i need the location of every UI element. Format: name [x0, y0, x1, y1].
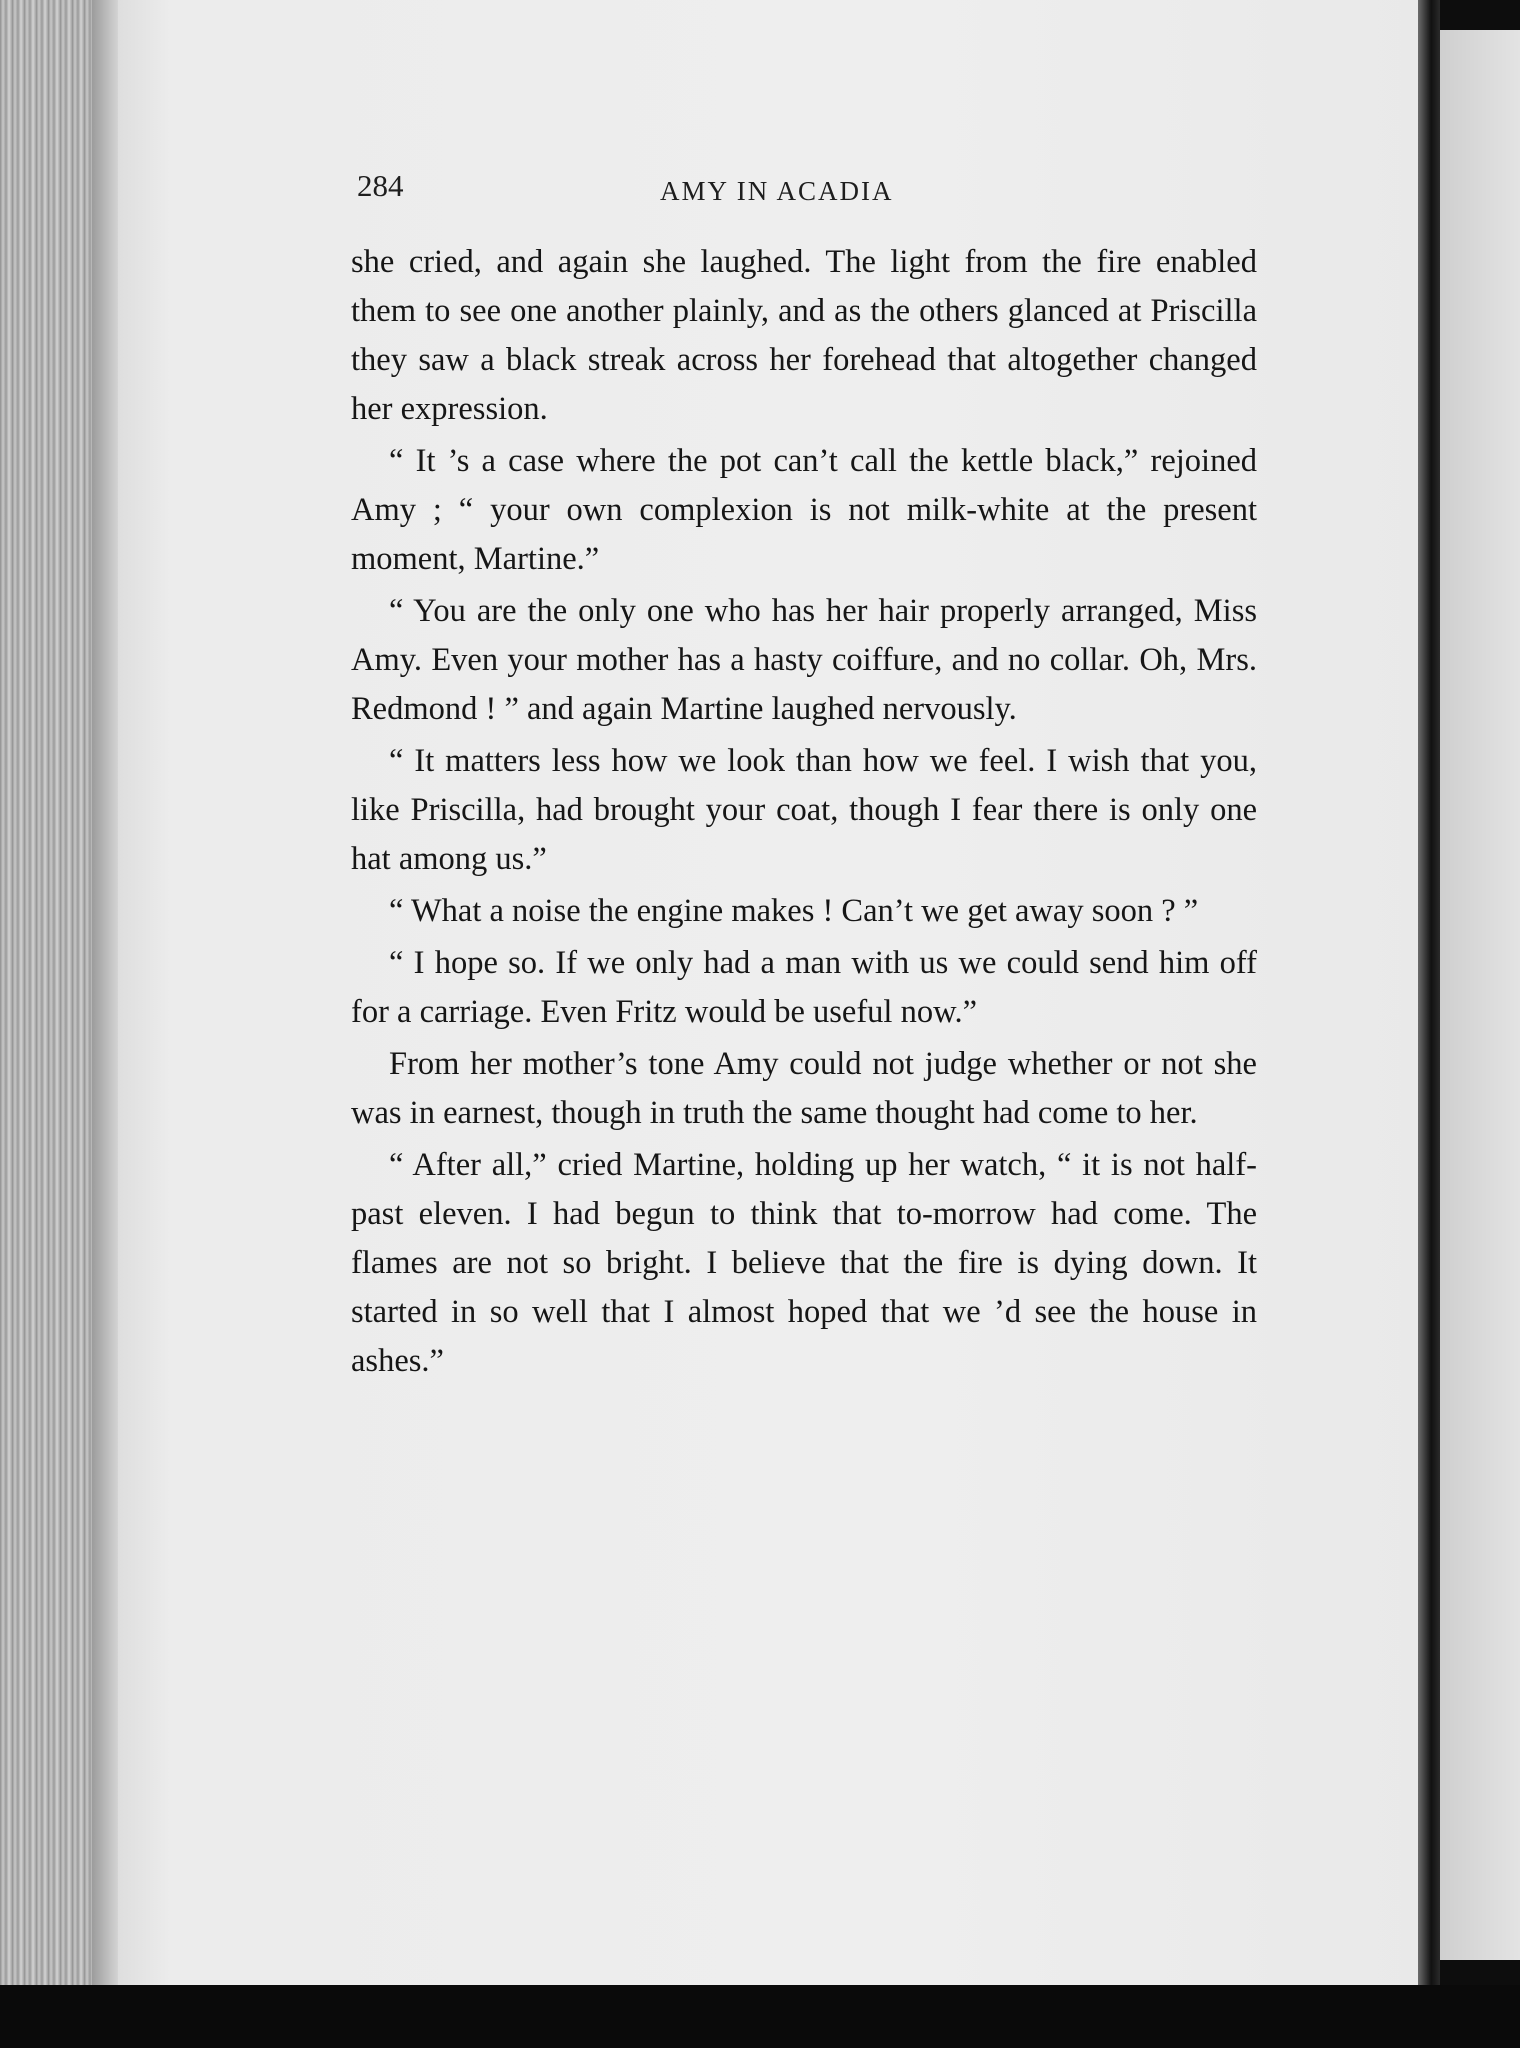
- paragraph: “ It matters less how we look than how we feel. I wish that you, like Priscilla, had brought your coat, though I fear there is only one hat among us.”: [351, 743, 1257, 877]
- paragraph: she cried, and again she laughed. The light from the fire enabled them to see one another plainly, and as the others glanced at Priscilla they saw a black streak across her forehead that altogether changed her expression.: [351, 244, 1257, 427]
- scan-border: [0, 1985, 1520, 2048]
- body-text: [351, 238, 1257, 1388]
- facing-page-edge: [1440, 30, 1520, 1960]
- paragraph: “ You are the only one who has her hair properly arranged, Miss Amy. Even your mother has a hasty coiffure, and no collar. Oh, Mrs. Redmond ! ” and again Martine laughed nervously.: [351, 593, 1257, 727]
- page-number: 284: [357, 168, 404, 203]
- paragraph: From her mother’s tone Amy could not judge whether or not she was in earnest, though in truth the same thought had come to her.: [351, 1046, 1257, 1131]
- page-header: [357, 168, 1257, 212]
- paragraph: “ What a noise the engine makes ! Can’t we get away soon ? ”: [389, 893, 1199, 929]
- paragraph: “ I hope so. If we only had a man with us we could send him off for a carriage. Even Fritz would be useful now.”: [351, 945, 1257, 1030]
- paragraph: “ It ’s a case where the pot can’t call the kettle black,” rejoined Amy ; “ your own complexion is not milk-white at the present moment, Martine.”: [351, 443, 1257, 577]
- paragraph: “ After all,” cried Martine, holding up her watch, “ it is not half-past eleven. I had begun to think that to-morrow had come. The flames are not so bright. I believe that the fire is dying down. It started in so well that I almost hoped that we ’d see the house in ashes.”: [351, 1147, 1257, 1379]
- book-binding: [1418, 0, 1440, 2048]
- left-page-edges: [0, 0, 120, 1985]
- running-head: AMY IN ACADIA: [660, 176, 894, 206]
